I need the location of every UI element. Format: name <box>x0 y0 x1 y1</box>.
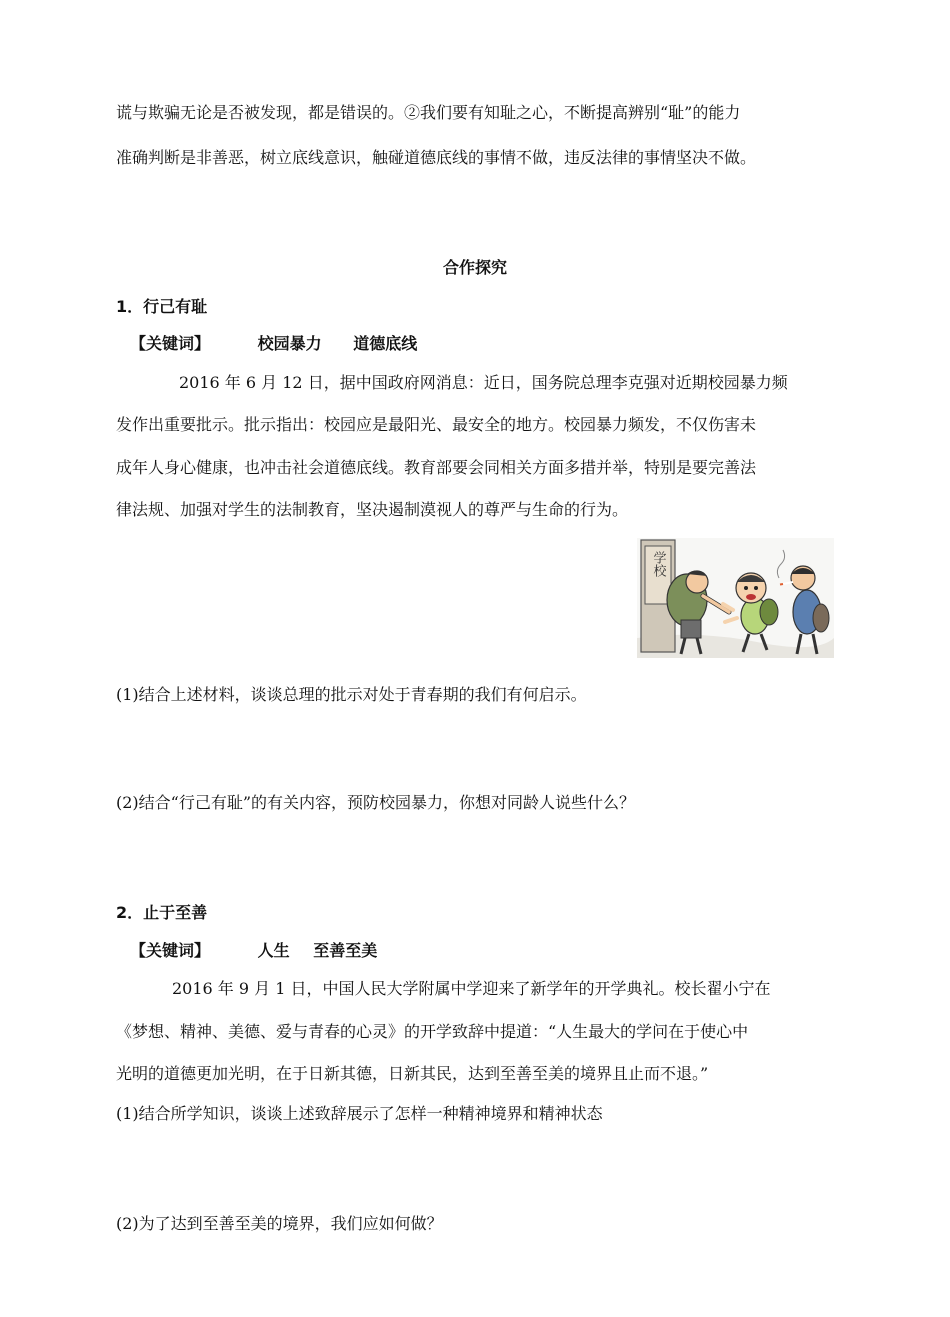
keyword: 道德底线 <box>353 334 418 353</box>
question: (2)为了达到至善至美的境界，我们应如何做？ <box>116 1214 443 1233</box>
keyword: 校园暴力 <box>257 334 322 353</box>
question: (1)结合上述材料，谈谈总理的批示对处于青春期的我们有何启示。 <box>116 685 587 704</box>
section-title: 合作探究 <box>442 258 507 277</box>
school-bullying-illustration <box>637 538 834 658</box>
keyword-label: 【关键词】 <box>130 941 211 960</box>
topic-heading: 2．止于至善 <box>116 903 208 922</box>
paragraph-line: 光明的道德更加光明，在于日新其德，日新其民，达到至善至美的境界且止而不退。” <box>116 1064 709 1083</box>
keyword: 人生 <box>257 941 290 960</box>
paragraph-line: 准确判断是非善恶，树立底线意识，触碰道德底线的事情不做，违反法律的事情坚决不做。 <box>116 148 757 167</box>
paragraph-line: 谎与欺骗无论是否被发现，都是错误的。②我们要有知耻之心，不断提高辨别“耻”的能力 <box>116 103 741 122</box>
paragraph-line: 2016 年 6 月 12 日，据中国政府网消息：近日，国务院总理李克强对近期校园暴力频 <box>179 373 788 392</box>
topic-heading: 1．行己有耻 <box>116 297 208 316</box>
paragraph-line: 《梦想、精神、美德、爱与青春的心灵》的开学致辞中提道：“人生最大的学问在于使心中 <box>116 1022 749 1041</box>
question: (2)结合“行己有耻”的有关内容，预防校园暴力，你想对同龄人说些什么？ <box>116 793 636 812</box>
paragraph-line: 发作出重要批示。批示指出：校园应是最阳光、最安全的地方。校园暴力频发，不仅伤害未 <box>116 415 757 434</box>
keyword-row <box>130 940 377 962</box>
keyword: 至善至美 <box>313 941 378 960</box>
paragraph-line: 2016 年 9 月 1 日，中国人民大学附属中学迎来了新学年的开学典礼。校长翟小宁在 <box>172 979 771 998</box>
paragraph-line: 律法规、加强对学生的法制教育，坚决遏制漠视人的尊严与生命的行为。 <box>116 500 629 519</box>
question: (1)结合所学知识，谈谈上述致辞展示了怎样一种精神境界和精神状态 <box>116 1104 603 1123</box>
school-sign-text: 学校 <box>650 551 666 577</box>
paragraph-line: 成年人身心健康，也冲击社会道德底线。教育部要会同相关方面多措并举，特别是要完善法 <box>116 458 757 477</box>
keyword-row <box>130 333 417 355</box>
keyword-label: 【关键词】 <box>130 334 211 353</box>
